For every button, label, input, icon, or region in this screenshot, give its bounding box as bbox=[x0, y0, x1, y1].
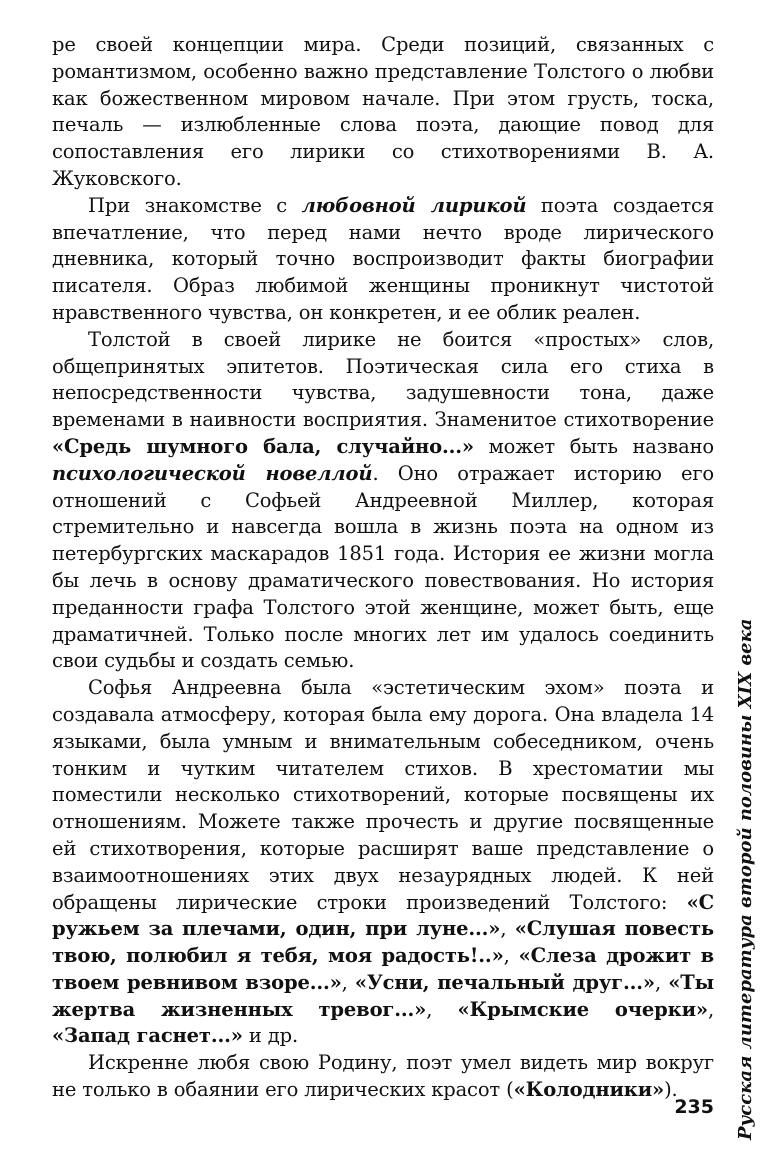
poem-title-1: «С ружьем за плечами, один, при луне...» bbox=[52, 890, 714, 941]
separator: , bbox=[503, 944, 519, 968]
poem-title-4: «Усни, печальный друг...» bbox=[354, 970, 655, 994]
paragraph-5-text-a: Искренне любя свою Родину, поэт умел видеть мир вокруг не только в обаянии его лирических красот ( bbox=[52, 1051, 714, 1102]
paragraph-1-text: ре своей концепции мира. Среди позиций, связанных с романтизмом, особенно важно представление Толстого о любви как божественном мировом начале. При этом грусть, тоска, печаль — излюбленные слова поэта, дающие повод для сопоставления его лирики со стихотворениями В. А. Жуковского. bbox=[52, 33, 714, 190]
poem-title-kolodniki: «Колодники» bbox=[513, 1078, 665, 1102]
paragraph-3-text-c: . Оно отражает историю его отношений с Софьей Андреевной Миллер, которая стремительно и навсегда вошла в жизнь поэта на одном из петербургских маскарадов 1851 года. История ее жизни могла бы лечь в основу драматического повествования. Но история преданности графа Толстого этой женщине, может быть, еще драматичней. Только после многих лет им удалось соединить свои судьбы и создать семью. bbox=[52, 461, 714, 673]
paragraph-2-text-a: При знакомстве с bbox=[88, 193, 302, 217]
paragraph-3-text-b: может быть названо bbox=[473, 434, 715, 458]
paragraph-3 bbox=[52, 327, 714, 675]
paragraph-5-end: ). bbox=[664, 1078, 678, 1102]
poem-title-3: «Слеза дрожит в твоем ревнивом взоре...» bbox=[52, 944, 714, 994]
paragraph-4-end: и др. bbox=[242, 1024, 298, 1048]
poem-title-sred-shumnogo-bala: «Средь шумного бала, случайно...» bbox=[52, 434, 474, 458]
paragraph-4 bbox=[52, 675, 714, 1050]
separator: , bbox=[654, 970, 669, 994]
separator: , bbox=[341, 970, 355, 994]
separator: , bbox=[426, 997, 458, 1021]
paragraph-5 bbox=[52, 1050, 714, 1104]
paragraph-2-text-b: поэта создается впечатление, что перед нами нечто вроде лирического дневника, который точно воспроизводит факты биографии писателя. Образ любимой женщины проникнут чистотой нравственного чувства, он конкретен, и ее облик реален. bbox=[52, 193, 714, 324]
body-text bbox=[52, 32, 714, 1104]
page-number: 235 bbox=[674, 1096, 714, 1118]
paragraph-2 bbox=[52, 193, 714, 327]
term-love-lyrics: любовной лирикой bbox=[301, 193, 527, 217]
separator: , bbox=[707, 997, 714, 1021]
poem-title-2: «Слушая повесть твою, полюбил я тебя, моя радость!..» bbox=[52, 917, 714, 968]
separator: , bbox=[500, 917, 515, 941]
paragraph-1 bbox=[52, 32, 714, 193]
poem-title-5: «Ты жертва жизненных тревог...» bbox=[52, 970, 714, 1021]
paragraph-3-text-a: Толстой в своей лирике не боится «простых» слов, общепринятых эпитетов. Поэтическая сила его стиха в непосредственности чувства, задушевности тона, даже временами в наивности восприятия. Знаменитое стихотворение bbox=[52, 327, 714, 432]
poem-title-7: «Запад гаснет...» bbox=[52, 1024, 243, 1048]
paragraph-4-text-a: Софья Андреевна была «эстетическим эхом» поэта и создавала атмосферу, которая была ему дорога. Она владела 14 языками, была умным и внимательным собеседником, очень тонким и чутким читателем стихов. В хрестоматии мы поместили несколько стихотворений, которые посвящены их отношениям. Можете также прочесть и другие посвященные ей стихотворения, которые расширят ваше представление о взаимоотношениях этих двух незаурядных людей. К ней обращены лирические строки произведений Толстого: bbox=[52, 676, 714, 914]
running-side-title: Русская литература второй половины XIX века bbox=[735, 618, 756, 1140]
term-psychological-novella: психологической новеллой bbox=[52, 461, 373, 485]
poem-title-6: «Крымские очерки» bbox=[457, 997, 708, 1021]
